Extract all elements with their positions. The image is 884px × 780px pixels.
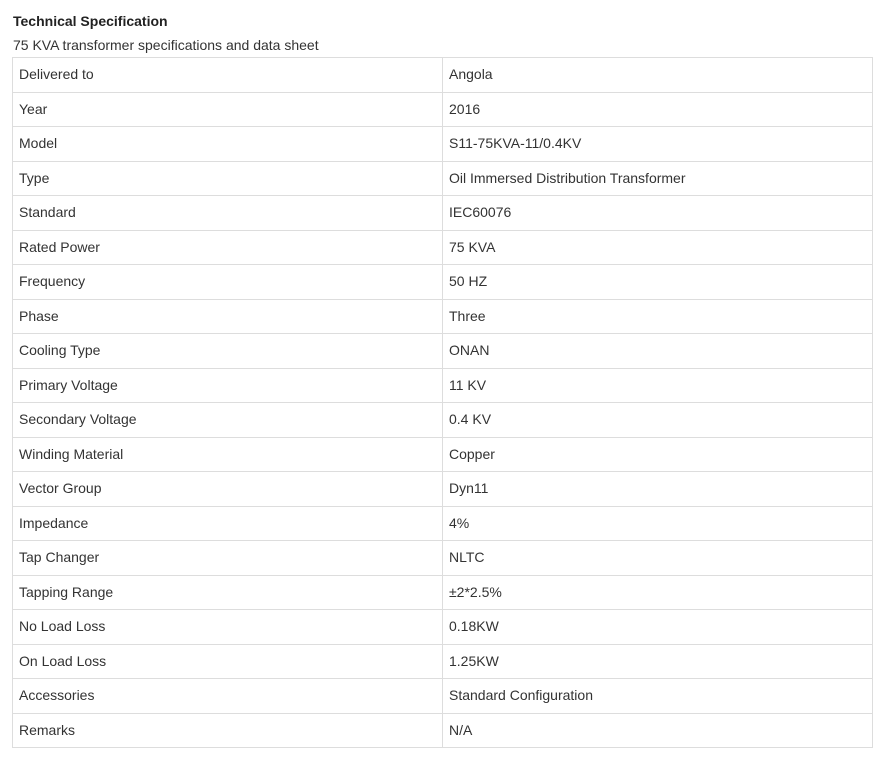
spec-label: Delivered to [13, 58, 443, 93]
table-row [13, 334, 873, 369]
table-row [13, 506, 873, 541]
spec-value: Oil Immersed Distribution Transformer [443, 161, 873, 196]
table-row [13, 368, 873, 403]
spec-value: IEC60076 [443, 196, 873, 231]
section-subtitle: 75 KVA transformer specifications and data sheet [13, 37, 319, 53]
table-row [13, 541, 873, 576]
spec-value: N/A [443, 713, 873, 748]
spec-label: No Load Loss [13, 610, 443, 645]
spec-label: Type [13, 161, 443, 196]
spec-value: 2016 [443, 92, 873, 127]
spec-value: ONAN [443, 334, 873, 369]
spec-value: Dyn11 [443, 472, 873, 507]
table-row [13, 472, 873, 507]
spec-label: Cooling Type [13, 334, 443, 369]
spec-value: ±2*2.5% [443, 575, 873, 610]
spec-value: 11 KV [443, 368, 873, 403]
spec-value: NLTC [443, 541, 873, 576]
table-row [13, 403, 873, 438]
spec-table-body [13, 58, 873, 748]
spec-label: Accessories [13, 679, 443, 714]
spec-label: Rated Power [13, 230, 443, 265]
table-row [13, 161, 873, 196]
spec-table [12, 57, 873, 748]
spec-label: Model [13, 127, 443, 162]
spec-label: Impedance [13, 506, 443, 541]
table-row [13, 196, 873, 231]
table-row [13, 265, 873, 300]
spec-label: Frequency [13, 265, 443, 300]
table-row [13, 230, 873, 265]
spec-value: 75 KVA [443, 230, 873, 265]
table-row [13, 92, 873, 127]
spec-value: 1.25KW [443, 644, 873, 679]
spec-value: Copper [443, 437, 873, 472]
spec-label: Winding Material [13, 437, 443, 472]
table-row [13, 644, 873, 679]
table-row [13, 610, 873, 645]
section-heading: Technical Specification [13, 13, 168, 29]
spec-label: Remarks [13, 713, 443, 748]
table-row [13, 713, 873, 748]
spec-label: On Load Loss [13, 644, 443, 679]
table-row [13, 575, 873, 610]
spec-label: Year [13, 92, 443, 127]
spec-value: 0.18KW [443, 610, 873, 645]
spec-label: Vector Group [13, 472, 443, 507]
table-row [13, 58, 873, 93]
spec-value: Angola [443, 58, 873, 93]
table-row [13, 299, 873, 334]
spec-value: 4% [443, 506, 873, 541]
spec-label: Standard [13, 196, 443, 231]
spec-value: 50 HZ [443, 265, 873, 300]
spec-label: Secondary Voltage [13, 403, 443, 438]
table-row [13, 127, 873, 162]
table-row [13, 679, 873, 714]
spec-value: S11-75KVA-11/0.4KV [443, 127, 873, 162]
spec-value: Standard Configuration [443, 679, 873, 714]
spec-value: Three [443, 299, 873, 334]
spec-label: Primary Voltage [13, 368, 443, 403]
table-row [13, 437, 873, 472]
spec-label: Tapping Range [13, 575, 443, 610]
spec-label: Phase [13, 299, 443, 334]
spec-value: 0.4 KV [443, 403, 873, 438]
spec-label: Tap Changer [13, 541, 443, 576]
